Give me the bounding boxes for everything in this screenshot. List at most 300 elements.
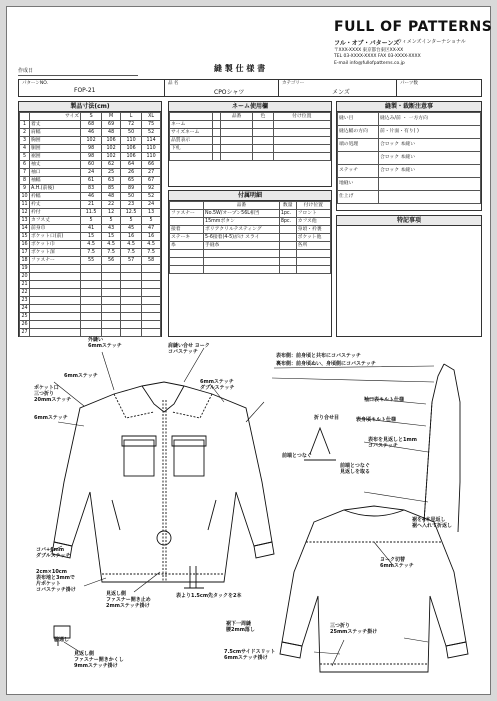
size-value: 43 [102,225,121,233]
col-m: M [102,113,121,121]
name-cell [220,129,253,137]
item-label: 品 名 [168,81,179,86]
size-value: 69 [102,121,121,129]
name-cell: サイズネーム [170,129,213,137]
size-value: 23 [120,201,141,209]
size-value: 16 [120,233,141,241]
row-no: 10 [21,194,28,199]
size-value: 67 [142,177,161,185]
size-row [20,225,161,233]
row-label [30,329,81,337]
parts-cell: カフス他 [296,218,330,226]
parts-header: 数量 [279,202,296,210]
size-value [120,273,141,281]
size-value: 85 [102,185,121,193]
parts-row [170,266,331,274]
size-label: サイズ [30,113,81,121]
name-row [170,121,331,129]
name-cell [213,121,221,129]
row-no: 12 [21,210,28,215]
size-value: 56 [102,257,121,265]
row-label: 前身巾 [30,225,81,233]
note-front-top: 外縫い 6mmステッチ [88,337,122,349]
size-value: 7.5 [142,249,161,257]
name-cell: 品質表示 [170,137,213,145]
size-value: 89 [120,185,141,193]
side-placket [424,402,432,522]
size-value: 52 [142,193,161,201]
name-cell: ネーム [170,121,213,129]
sewing-cell [338,152,379,165]
pattern-no: FOP-21 [74,87,96,94]
size-value: 98 [81,153,102,161]
sewing-cell: 縫込幅の方向 [338,126,379,139]
row-no: 26 [21,322,28,327]
size-value [120,321,141,329]
parts-row [170,226,331,234]
row-label: 衿幅 [30,193,81,201]
parts-cell [296,250,330,258]
name-header-row [170,113,331,121]
back-cuff-right [446,642,468,658]
col-l: L [120,113,141,121]
size-value: 5 [81,217,102,225]
size-value [102,265,121,273]
row-no: 18 [21,258,28,263]
left-welt [112,500,120,530]
size-value: 16 [142,233,161,241]
size-value [81,321,102,329]
sewing-cell: 端の処理 [338,139,379,152]
size-value [142,273,161,281]
size-value: 24 [81,169,102,177]
parts-cell: 接着 [170,226,204,234]
size-value: 50 [120,129,141,137]
size-value: 4.5 [81,241,102,249]
note-front6: 6mmステッチ ダブルステッチ [200,379,235,391]
size-value: 12 [102,209,121,217]
row-no: 4 [20,145,30,153]
size-row [20,305,161,313]
size-value: 13 [142,209,161,217]
back-body [282,506,466,672]
parts-row [170,258,331,266]
size-row [20,233,161,241]
sewing-cell: 前・片面・有り( ) [379,126,481,139]
size-value [120,305,141,313]
sewing-cell: 合ロック 本縫い [379,165,481,178]
note-yoke: ヨーク切替 6mmステッチ [380,557,414,569]
sewing-row [338,139,481,152]
size-row [20,281,161,289]
name-cell [213,153,221,161]
size-value: 27 [142,169,161,177]
row-label [30,305,81,313]
parts-row [170,234,331,242]
spec-sheet [6,6,491,695]
size-value [142,321,161,329]
name-cell [273,137,330,145]
size-value: 50 [120,193,141,201]
size-value [102,305,121,313]
name-header [170,113,213,121]
size-value [142,329,161,337]
size-value: 55 [81,257,102,265]
row-label: 肩幅 [30,129,81,137]
note-side-slit: 7.5cmサイドスリット 6mmステッチ掛け [224,649,276,661]
sewing-cell [379,178,481,191]
size-value: 41 [81,225,102,233]
parts-title: 付属明細 [169,191,331,201]
row-no: 7 [20,169,30,177]
size-row [20,273,161,281]
name-cell [220,121,253,129]
sewing-cell: 合ロック 本縫い [379,152,481,165]
parts-table [169,201,331,274]
size-value [142,297,161,305]
side-profile [424,364,460,532]
brand-jp: フル・オブ・パターンズ [334,40,400,47]
row-no: 6 [20,161,30,169]
size-value: 4.5 [102,241,121,249]
parts-cell: 1pc. [279,210,296,218]
size-value: 102 [81,137,102,145]
size-value: 68 [81,121,102,129]
row-no: 1 [20,121,30,129]
size-value: 102 [102,145,121,153]
row-label [30,265,81,273]
front-placket [163,400,166,582]
parts-cell [279,226,296,234]
row-label: 衿丈 [30,201,81,209]
size-row [20,313,161,321]
parts-cell [279,258,296,266]
size-value: 106 [120,145,141,153]
size-value [81,289,102,297]
brand-line-2: TEL 03-XXXX-XXXX FAX 03-XXXX-XXXX [334,54,421,59]
parts-cell: ファスナー [170,210,204,218]
row-label: 袖幅 [30,177,81,185]
row-no: 15 [21,234,28,239]
size-chart-title: 製品寸法(cm) [19,102,161,112]
zip-detail [157,531,171,545]
size-value: 92 [142,185,161,193]
note-back-cuff: 三つ折り 25mmステッチ掛け [330,623,378,635]
size-value: 106 [120,153,141,161]
row-no: 8 [20,177,30,185]
cuff-detail [54,626,70,646]
row-label: 袖口 [30,169,81,177]
size-value [102,297,121,305]
size-value: 57 [120,257,141,265]
size-table-header [20,113,161,121]
size-value: 72 [120,121,141,129]
parts-cell [296,258,330,266]
size-value [120,265,141,273]
size-value [142,265,161,273]
parts-cell [170,250,204,258]
parts-cell: 5-6接着(4-5)がけ スライ [204,234,280,242]
note-top-center: 折り合せ目 [314,415,340,421]
size-value: 110 [142,153,161,161]
row-no: 21 [21,282,28,287]
note-collar-1: 袖口表キルト仕様 [364,397,404,403]
back-collar [344,510,404,516]
size-value: 24 [142,201,161,209]
name-row [170,145,331,153]
row-label: ポケット口(前) [30,233,81,241]
parts-cell [279,250,296,258]
size-value [102,321,121,329]
row-no: 13 [21,218,28,223]
parts-header-row [170,202,331,210]
name-row [170,153,331,161]
size-row [20,321,161,329]
row-no: 11 [21,202,28,207]
note-bottom-pocket: 2cm×10cm 表布地と3mmで 片ポケット コバステッチ掛け [36,569,76,593]
parts-cell: 15mmボタン [204,218,280,226]
right-cuff [254,542,274,558]
size-value [81,297,102,305]
size-row [20,297,161,305]
row-label: 胸囲 [30,137,81,145]
back-cuff-left [280,642,302,658]
size-value: 110 [142,145,161,153]
name-header: 付け位置 [273,113,330,121]
sewing-cell: ステッチ [338,165,379,178]
size-row [20,241,161,249]
parts-cell: 糸 [170,242,204,250]
parts-row [170,218,331,226]
note-fold-2: 前端とつなぐ 見返しを取る [340,463,371,475]
name-cell [213,129,221,137]
parts-cell: 身頃・衿裏 [296,226,330,234]
date-line [18,75,138,76]
row-no: 22 [21,290,28,295]
size-value: 83 [81,185,102,193]
row-label [30,273,81,281]
sewing-row [338,178,481,191]
info-divider-1 [164,79,165,97]
parts-cell [279,234,296,242]
note-bottom-fold: 裾を4本見返し 裾へ入れて折返し [412,517,453,529]
col-s: S [81,113,102,121]
parts-cell [170,258,204,266]
row-label [30,289,81,297]
note-pocket: ポケット口 三つ折り 20mmステッチ [34,385,72,403]
row-no: 25 [21,314,28,319]
row-no: 19 [21,266,28,271]
row-label: 胴囲 [30,145,81,153]
size-value [120,281,141,289]
sewing-row [338,113,481,126]
size-value: 102 [102,153,121,161]
size-value: 110 [120,137,141,145]
name-cell [253,137,273,145]
parts-cell [279,242,296,250]
row-no: 23 [21,298,28,303]
right-pocket-flap [172,436,206,446]
parts-header [170,202,204,210]
note-zip-end: 表より1.5cm先タックを2本 [176,593,242,599]
size-value [120,289,141,297]
row-label: カフス丈 [30,217,81,225]
name-cell [253,121,273,129]
size-value: 58 [142,257,161,265]
name-header: 品番 [220,113,253,121]
size-value: 75 [142,121,161,129]
name-cell [253,145,273,153]
size-value: 62 [102,161,121,169]
row-label [30,313,81,321]
brand-line-3: E-mail info@fullofpatterns.co.jp [334,61,405,66]
sewing-row [338,191,481,204]
size-value [81,313,102,321]
parts-cell: ポリアクリルテスティング [204,226,280,234]
size-value: 7.5 [120,249,141,257]
size-value [81,329,102,337]
row-no: 27 [21,330,28,335]
size-value [120,329,141,337]
name-title: ネーム使用欄 [169,102,331,112]
category-label: カテゴリー [282,81,305,86]
size-value [102,273,121,281]
leader-lines [50,348,434,666]
size-value [81,281,102,289]
size-row [20,121,161,129]
size-value [102,289,121,297]
name-header: 色 [253,113,273,121]
size-value: 60 [81,161,102,169]
brand-sub: ウィメンズインターナショナル [397,39,466,45]
sewing-cell: 仕上げ [338,191,379,204]
row-label: 衿付 [30,209,81,217]
parts-row [170,242,331,250]
sewing-row [338,152,481,165]
size-row [20,177,161,185]
size-value: 5 [102,217,121,225]
special-title: 特記事項 [337,216,481,226]
row-no: 14 [21,226,28,231]
size-value: 45 [120,225,141,233]
size-row [20,249,161,257]
parts-header: 品番 [204,202,280,210]
size-value: 48 [102,193,121,201]
size-value: 15 [102,233,121,241]
parts-cell [279,266,296,274]
size-value [120,297,141,305]
size-value: 47 [142,225,161,233]
sewing-table [337,112,481,204]
note-back-2: 裏布側：前身頃ぬい、身頃側にコバステッチ [276,361,376,367]
size-value [142,313,161,321]
size-value: 4.5 [142,241,161,249]
note-hem: 裾下一周縫 腰2mm落し [226,621,255,633]
size-value: 11.5 [81,209,102,217]
size-value: 63 [102,177,121,185]
name-cell [253,129,273,137]
size-value: 98 [81,145,102,153]
size-row [20,329,161,337]
size-value [102,329,121,337]
date-label: 作成日 [18,68,34,74]
parts-cell: ステーキ [170,234,204,242]
parts-cell: No.5W/オープン56L相当 [204,210,280,218]
garment-drawing [14,342,485,687]
row-label [30,321,81,329]
sewing-row [338,165,481,178]
sewing-cell: 地縫い [338,178,379,191]
size-value: 65 [120,177,141,185]
name-cell [220,137,253,145]
size-value: 114 [142,137,161,145]
row-label: 着丈 [30,121,81,129]
size-value [142,289,161,297]
brand-line-1: 〒XXX-XXXX 東京都台東区XX-XX [334,48,404,53]
name-header [213,113,221,121]
note-armhole: 肩縫い合せ ヨーク コバステッチ [168,343,210,355]
note-collar-2: 表身頃キルト仕様 [356,417,396,423]
note-collar-stitch: 表布を見返しと1mm コバステッチ [368,437,417,449]
sewing-cell: 縫い目 [338,113,379,126]
note-fold: 前端とつなぐ [282,453,312,459]
name-cell [213,145,221,153]
parts-cell: 各所 [296,242,330,250]
size-row [20,145,161,153]
sewing-cell: 合ロック 本縫い [379,139,481,152]
note-front-zip: 見返し側 ファスナー開き止め 2mmステッチ掛け [106,591,151,609]
row-no: 17 [21,250,28,255]
parts-cell: 8pc. [279,218,296,226]
name-cell: 下札 [170,145,213,153]
special-box [336,215,482,337]
size-value: 25 [102,169,121,177]
col-xl: XL [142,113,161,121]
size-row [20,193,161,201]
sewing-cell [379,191,481,204]
zip-closeup [184,566,204,588]
parts-header: 付け位置 [296,202,330,210]
note-cuff-edge: コバ+6mm ダブルステッチ [36,547,71,559]
note-bottom-left: 見返し側 ファスナー開きかくし 9mmステッチ掛け [74,651,124,669]
size-value: 61 [81,177,102,185]
pattern-no-label: パターンNO. [22,81,49,86]
row-no: 9 [20,185,30,193]
right-chest-pocket [174,440,204,476]
name-cell [273,145,330,153]
left-pocket-flap [122,436,156,446]
category: メンズ [332,89,350,96]
size-value [142,281,161,289]
size-value [102,313,121,321]
row-label: ポケット巾 [30,241,81,249]
name-cell [273,129,330,137]
size-table [19,112,161,337]
parts-row [170,210,331,218]
row-no: 2 [20,129,30,137]
note-stitch6: 6mmステッチ [64,373,98,379]
row-no: 3 [20,137,30,145]
size-value [81,265,102,273]
name-cell [273,121,330,129]
size-value [120,313,141,321]
name-cell [253,153,273,161]
size-row [20,137,161,145]
size-value: 106 [102,137,121,145]
size-value: 12.5 [120,209,141,217]
name-table [169,112,331,161]
parts-cell: ポケット他 [296,234,330,242]
